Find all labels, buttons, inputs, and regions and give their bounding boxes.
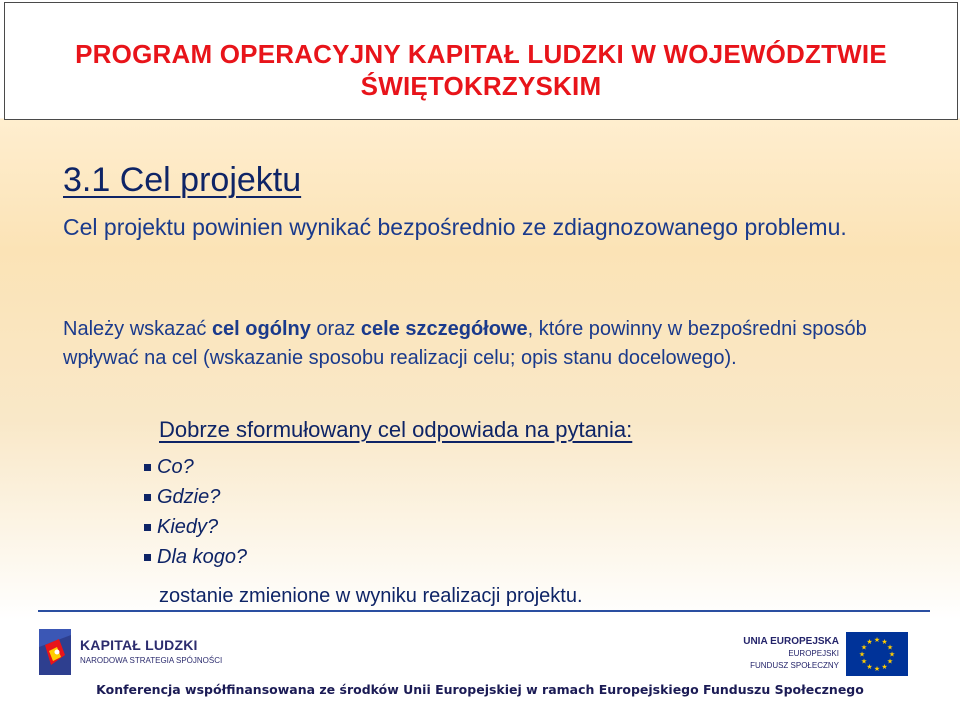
eu-line1: UNIA EUROPEJSKA [743,636,839,647]
paragraph-text-1: Należy wskazać [63,318,212,340]
svg-text:★: ★ [886,643,894,652]
questions-list [144,452,247,572]
questions-heading: Dobrze sformułowany cel odpowiada na pytania: [159,417,633,442]
general-goal-term: cel ogólny [211,318,311,340]
question-item [144,482,247,512]
svg-text:★: ★ [860,643,868,652]
svg-text:★: ★ [866,638,873,646]
kapital-ludzki-title: KAPITAŁ LUDZKI [80,637,198,653]
kapital-ludzki-subtitle: NARODOWA STRATEGIA SPÓJNOŚCI [80,656,223,665]
svg-text:★: ★ [860,657,868,666]
square-bullet-icon [144,464,151,471]
question-item [144,512,247,542]
square-bullet-icon [144,494,151,501]
paragraph-text-3: , które powinny w bezpośredni sposób wpływać na cel (wskazanie sposobu realizacji celu; opis stanu docelowego). [63,318,867,369]
outcome-text: zostanie zmienione w wyniku realizacji projektu. [159,585,583,607]
question-item [144,452,247,482]
svg-text:★: ★ [866,663,873,671]
svg-text:★: ★ [873,665,881,673]
eu-line2: EUROPEJSKI [788,649,839,658]
square-bullet-icon [144,554,151,561]
svg-text:★: ★ [886,657,894,666]
question-text: Gdzie? [157,486,221,508]
footer-text: Konferencja współfinansowana ze środków Unii Europejskiej w ramach Europejskiego Funduszu Społecznego [96,682,864,697]
divider-line [38,610,930,612]
svg-text:★: ★ [888,650,896,659]
question-text: Dla kogo? [157,546,248,568]
svg-text:★: ★ [858,650,866,659]
eu-line3: FUNDUSZ SPOŁECZNY [750,661,839,670]
svg-text:★: ★ [881,663,888,671]
header-banner [4,2,958,120]
header-title-line2: ŚWIĘTOKRZYSKIM [360,71,602,101]
square-bullet-icon [144,524,151,531]
question-text: Co? [157,456,194,478]
svg-text:★: ★ [881,638,888,646]
question-text: Kiedy? [157,516,219,538]
specific-goals-term: cele szczegółowe [360,318,528,340]
intro-text: Cel projektu powinien wynikać bezpośrednio ze zdiagnozowanego problemu. [63,214,847,240]
header-title-line1: PROGRAM OPERACYJNY KAPITAŁ LUDZKI W WOJEWÓDZTWIE [75,39,887,69]
eu-logo-text [743,636,839,672]
eu-flag-icon [846,632,908,676]
paragraph-text-2: oraz [310,318,361,340]
objectives-paragraph [63,315,923,373]
svg-text:★: ★ [873,636,881,644]
question-item [144,542,247,572]
section-title: 3.1 Cel projektu [63,161,302,199]
